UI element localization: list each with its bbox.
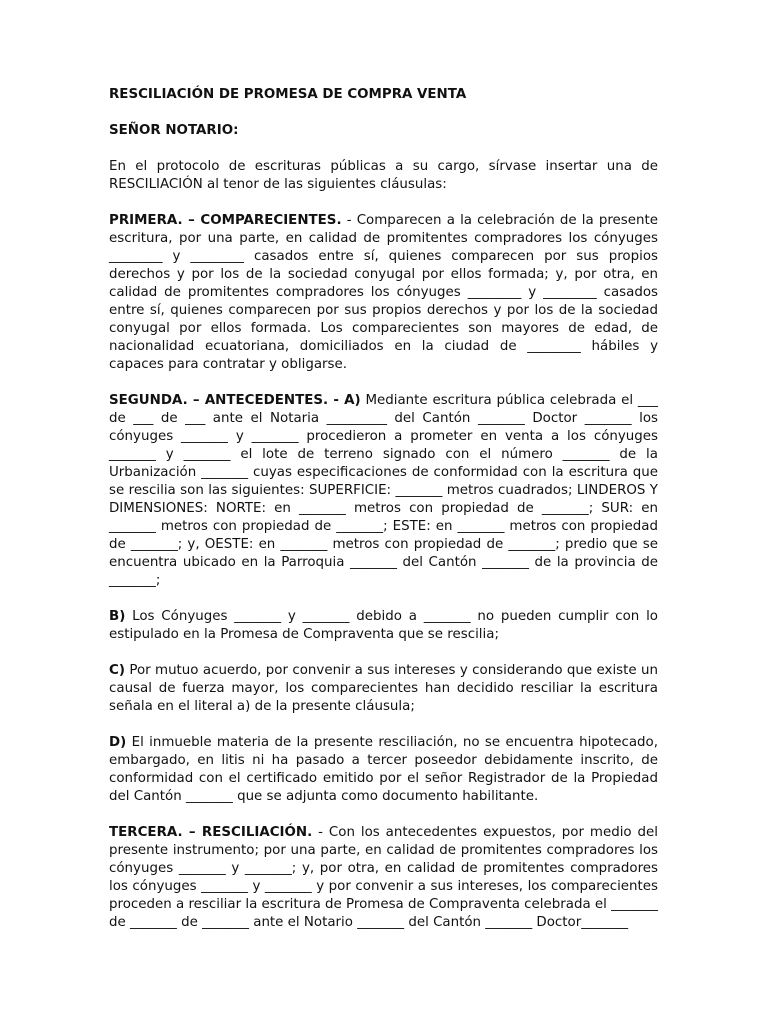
document-page — [109, 86, 658, 950]
clause-text: Mediante escritura pública celebrada el ___ de ___ de ___ ante el Notaria _________ del Cantón _______ Doctor _______ los cónyuges _______ y _______ procedieron a prometer en venta a los cónyuges _______ y _______ el lote de terreno signado con el número _______ de la Urbanización _______ cuyas especificaciones de conformidad con la escritura que se rescilia son las siguientes: SUPERFICIE: _______ metros cuadrados; LINDEROS Y DIMENSIONES: NORTE: en _______ metros con propiedad de _______; SUR: en _______ metros con propiedad de _______; ESTE: en _______ metros con propiedad de _______; y, OESTE: en _______ metros con propiedad de _______; predio que se encuentra ubicado en la Parroquia _______ del Cantón _______ de la provincia de _______; — [109, 393, 658, 588]
clause-tercera — [109, 824, 658, 932]
salutation: SEÑOR NOTARIO: — [109, 123, 239, 138]
clause-text: - Comparecen a la celebración de la presente escritura, por una parte, en calidad de promitentes compradores los cónyuges ________ y ________ casados entre sí, quienes comparecen por sus propios derechos y por los de la sociedad conyugal por ellos formada; y, por otra, en calidad de promitentes compradores los cónyuges ________ y ________ casados entre sí, quienes comparecen por sus propios derechos y por los de la sociedad conyugal por ellos formada. Los comparecientes son mayores de edad, de nacionalidad ecuatoriana, domiciliados en la ciudad de ________ hábiles y capaces para contratar y obligarse. — [109, 213, 658, 372]
clause-label: SEGUNDA. – ANTECEDENTES. - A) — [109, 393, 361, 408]
document-title: RESCILIACIÓN DE PROMESA DE COMPRA VENTA — [109, 87, 467, 102]
intro-paragraph: En el protocolo de escrituras públicas a su cargo, sírvase insertar una de RESCILIACIÓN al tenor de las siguientes cláusulas: — [109, 159, 658, 192]
literal-label: D) — [109, 735, 127, 750]
clause-text: - Con los antecedentes expuestos, por medio del presente instrumento; por una parte, en calidad de promitentes compradores los cónyuges _______ y _______; y, por otra, en calidad de promitentes compradores los cónyuges _______ y _______ y por convenir a sus intereses, los comparecientes proceden a resciliar la escritura de Promesa de Compraventa celebrada el _______ de _______ de _______ ante el Notario _______ del Cantón _______ Doctor_______ — [109, 825, 659, 930]
clause-label: TERCERA. – RESCILIACIÓN. — [109, 825, 313, 840]
literal-label: B) — [109, 609, 126, 624]
literal-b — [109, 608, 658, 644]
literal-d — [109, 734, 658, 806]
literal-text: Por mutuo acuerdo, por convenir a sus intereses y considerando que existe un causal de fuerza mayor, los comparecientes han decidido resciliar la escritura señala en el literal a) de la presente cláusula; — [109, 663, 658, 714]
literal-c — [109, 662, 658, 716]
clause-primera — [109, 212, 658, 374]
clause-segunda — [109, 392, 658, 590]
literal-label: C) — [109, 663, 125, 678]
clause-label: PRIMERA. – COMPARECIENTES. — [109, 213, 342, 228]
literal-text: Los Cónyuges _______ y _______ debido a _______ no pueden cumplir con lo estipulado en la Promesa de Compraventa que se rescilia; — [109, 609, 658, 642]
literal-text: El inmueble materia de la presente resciliación, no se encuentra hipotecado, embargado, en litis ni ha pasado a tercer poseedor debidamente inscrito, de conformidad con el certificado emitido por el señor Registrador de la Propiedad del Cantón _______ que se adjunta como documento habilitante. — [109, 735, 658, 804]
